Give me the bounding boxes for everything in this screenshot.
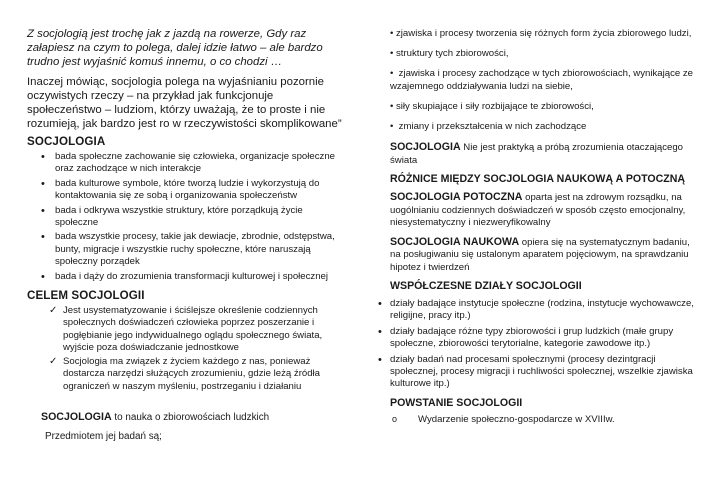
heading-roznice: RÓŻNICE MIĘDZY SOCJOLOGIA NAUKOWĄ A POTOCZNĄ [390, 173, 686, 186]
left-column [27, 0, 345, 443]
potoczna-paragraph [390, 191, 702, 230]
socjologia-list [27, 151, 345, 283]
naukowa-paragraph [390, 236, 702, 275]
definition-rest: to nauka o zbiorowościach ludzkich [111, 411, 270, 423]
definition-bold: SOCJOLOGIA [41, 410, 112, 423]
statement-bold: SOCJOLOGIA [390, 141, 461, 154]
heading-dzialy: WSPÓŁCZESNE DZIAŁY SOCJOLOGII [390, 280, 582, 293]
statement-rest: Nie jest praktyką a próbą zrozumienia otaczającego świata [390, 142, 684, 166]
list-item: • struktury tych zbiorowości, [390, 48, 509, 60]
socjologia-statement [390, 141, 702, 167]
list-item: • bada i odkrywa wszystkie struktury, które porządkują życie społeczne [27, 205, 345, 230]
naukowa-rest: opiera się na systematycznym badaniu, na posługiwaniu się ustalonym aparatem pojęciowym, na sprawdzaniu hipotez i twierdzeń [390, 236, 690, 273]
heading-socjologia: SOCJOLOGIA [27, 135, 106, 148]
list-item: • bada społeczne zachowanie się człowieka, organizacje społeczne oraz zachodzące w nich interakcje [27, 151, 345, 176]
heading-celem-socjologii: CELEM SOCJOLOGII [27, 289, 145, 303]
list-item: • bada kulturowe symbole, które tworzą ludzie i wykorzystują do kontaktowania się ze sobą i organizowania społeczeństw [27, 178, 345, 203]
list-item: • bada wszystkie procesy, takie jak dewiacje, zbrodnie, odstępstwa, bunty, migracje i wszystkie ruchy społeczne, które naruszają społeczny porządek [27, 231, 345, 268]
list-item: • działy badające różne typy zbiorowości i grup ludzkich (małe grupy społeczne, zbiorowości terytorialne, kategorie zawodowe itp.) [376, 326, 702, 351]
definition-line [41, 411, 345, 424]
list-item: • działy badające instytucje społeczne (rodzina, instytucje wychowawcze, religijne, pracy itp.) [376, 298, 702, 323]
list-item: o Wydarzenie społeczno-gospodarcze w XVIIIw. [390, 414, 702, 426]
list-item: • zjawiska i procesy zachodzące w tych zbiorowościach, wynikające ze wzajemnego oddziaływania ludzi na siebie, [390, 68, 693, 92]
list-item: • zjawiska i procesy tworzenia się różnych form życia zbiorowego ludzi, [390, 28, 692, 39]
subject-line: Przedmiotem jej badań są; [45, 430, 162, 442]
heading-powstanie: POWSTANIE SOCJOLOGII [390, 396, 523, 409]
celem-list [27, 305, 345, 393]
list-item: ✓ Jest usystematyzowanie i ściślejsze określenie codziennych społecznych doświadczeń człowieka poprzez poszerzanie i pogłębianie jego indywidualnego oglądu społecznego świata, wyjście poza doświadczanie jednostkowe [27, 305, 345, 355]
potoczna-rest: oparta jest na zdrowym rozsądku, na uogólnianiu codziennych doświadczeń w sposób często emocjonalny, niesystematyczny i niezweryfikowalny [390, 191, 686, 229]
right-column [390, 0, 702, 427]
list-item: • zmiany i przekształcenia w nich zachodzące [390, 121, 587, 133]
list-item: ✓ Socjologia ma związek z życiem każdego z nas, ponieważ dostarcza narzędzi służących zrozumieniu, gdzie leżą źródła ograniczeń w naszym myśleniu, postrzeganiu i działaniu [27, 356, 345, 393]
list-item: • działy badań nad procesami społecznymi (procesy dezintgracji społecznej, procesy migracji i ruchliwości społecznej, wszelkie zjawiska kulturowe itp.) [376, 354, 702, 391]
list-item: • bada i dąży do zrozumienia transformacji kulturowej i społecznej [27, 271, 345, 283]
research-subjects-list [390, 28, 702, 133]
explanation-paragraph: Inaczej mówiąc, socjologia polega na wyjaśnianiu pozornie oczywistych rzeczy – na przykład jak funkcjonuje społeczeństwo – ludziom, którzy uważają, że to proste i nie rozumieją, jak bardzo jest ro w rzeczywistości skomplikowane” [27, 76, 342, 130]
potoczna-bold: SOCJOLOGIA POTOCZNA [390, 190, 523, 203]
powstanie-list [390, 414, 702, 426]
quote-paragraph: Z socjologią jest trochę jak z jazdą na rowerze, Gdy raz załapiesz na czym to polega, dalej idzie łatwo – ale bardzo trudno jest wyjaśnić komuś innemu, o co chodzi … [27, 28, 323, 68]
naukowa-bold: SOCJOLOGIA NAUKOWA [390, 235, 520, 248]
list-item: • siły skupiające i siły rozbijające te zbiorowości, [390, 100, 594, 112]
dzialy-list [390, 298, 702, 391]
